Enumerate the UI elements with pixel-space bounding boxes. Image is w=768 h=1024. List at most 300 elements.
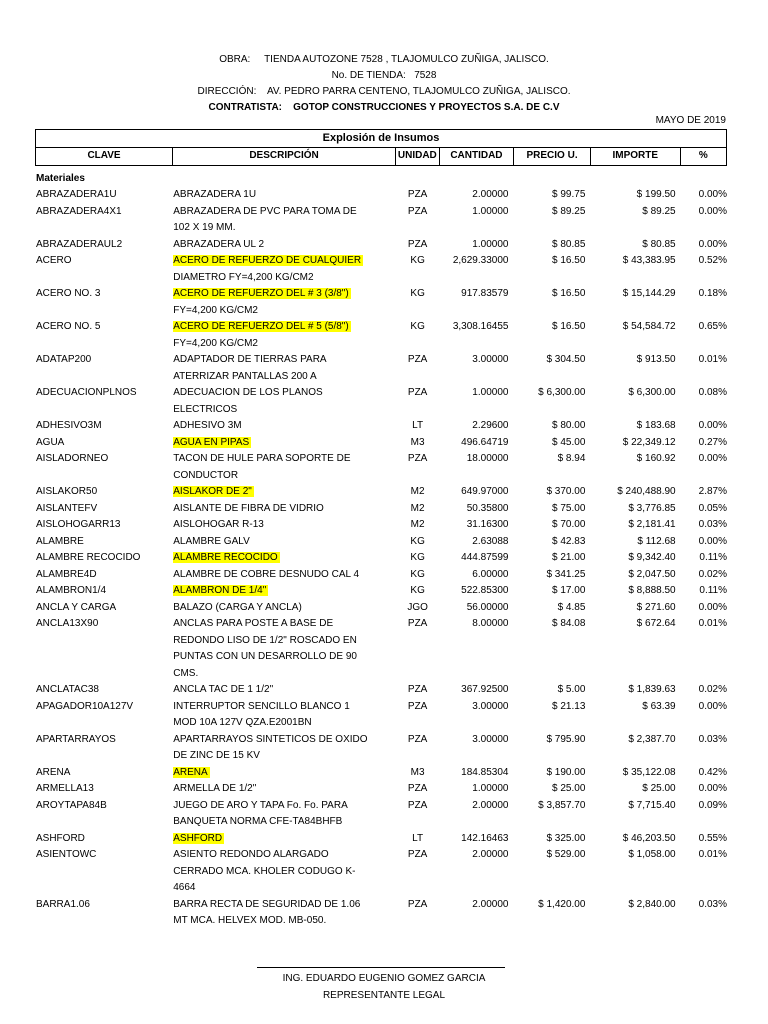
descripcion-text: CONDUCTOR (173, 469, 239, 481)
table-body (35, 171, 727, 930)
table-row (35, 385, 727, 418)
cell-clave: AISLOHOGARR13 (36, 519, 121, 530)
descripcion-line (173, 765, 390, 782)
table-row (35, 534, 727, 551)
cell-clave: AROYTAPA84B (36, 799, 107, 811)
cell-unidad: PZA (407, 733, 428, 745)
direccion-value: AV. PEDRO PARRA CENTENO, TLAJOMULCO ZUÑIGA, JALISCO. (266, 86, 571, 97)
cell-porcentaje: 0.03% (698, 733, 728, 745)
cell-descripcion (172, 550, 396, 567)
cell-porcentaje: 0.05% (698, 502, 728, 514)
cell-descripcion (172, 798, 396, 831)
cell-unidad: PZA (407, 700, 428, 712)
descripcion-text: BARRA RECTA DE SEGURIDAD DE 1.06 (173, 898, 361, 910)
cell-importe: $ 46,203.50 (622, 832, 676, 844)
cell-precio: $ 5.00 (557, 684, 586, 695)
descripcion-line (173, 748, 390, 765)
descripcion-line (173, 913, 390, 930)
descripcion-line (173, 715, 390, 732)
table-row (35, 253, 727, 286)
cell-porcentaje: 0.08% (698, 387, 728, 398)
cell-descripcion (172, 616, 396, 682)
cell-porcentaje: 0.27% (698, 436, 728, 448)
tienda-value: 7528 (414, 70, 437, 81)
cell-precio: $ 16.50 (552, 321, 586, 332)
cell-porcentaje: 0.09% (698, 799, 728, 811)
descripcion-text: ELECTRICOS (173, 403, 238, 415)
cell-importe: $ 2,181.41 (628, 519, 676, 530)
cell-porcentaje: 0.42% (698, 766, 728, 778)
descripcion-line (173, 220, 390, 237)
cell-descripcion (172, 204, 396, 237)
descripcion-text: 102 X 19 MM. (173, 222, 236, 233)
cell-porcentaje: 0.00% (698, 453, 728, 464)
cell-descripcion (172, 385, 396, 418)
descripcion-text: REDONDO LISO DE 1/2" ROSCADO EN (173, 634, 357, 646)
descripcion-line (173, 550, 390, 567)
descripcion-line (173, 187, 390, 204)
cell-precio: $ 45.00 (552, 436, 586, 448)
cell-precio: $ 16.50 (552, 255, 586, 266)
descripcion-text: BANQUETA NORMA CFE-TA84BHFB (173, 816, 343, 827)
cell-descripcion (172, 682, 396, 699)
cell-cantidad: 184.85304 (461, 766, 509, 778)
cell-clave: APAGADOR10A127V (36, 700, 134, 712)
table-row (35, 699, 727, 732)
descripcion-text: ACERO DE REFUERZO DE CUALQUIER (173, 255, 362, 266)
cell-cantidad: 3.00000 (472, 733, 509, 745)
descripcion-line (173, 831, 390, 848)
cell-unidad: PZA (407, 238, 428, 250)
cell-cantidad: 917.83579 (461, 288, 509, 299)
cell-precio: $ 3,857.70 (538, 799, 586, 811)
descripcion-text: ADHESIVO 3M (173, 420, 242, 431)
cell-clave: ADECUACIONPLNOS (36, 387, 137, 398)
cell-cantidad: 50.35800 (466, 502, 509, 514)
cell-importe: $ 240,488.90 (617, 486, 676, 497)
descripcion-line (173, 286, 390, 303)
cell-cantidad: 522.85300 (461, 585, 509, 596)
cell-porcentaje: 0.00% (698, 238, 728, 250)
cell-unidad: M2 (410, 486, 425, 497)
descripcion-text: ABRAZADERA DE PVC PARA TOMA DE (173, 205, 357, 217)
cell-precio: $ 70.00 (552, 519, 586, 530)
cell-importe: $ 80.85 (642, 238, 676, 250)
table-row (35, 435, 727, 452)
cell-precio: $ 529.00 (546, 849, 586, 860)
descripcion-line (173, 583, 390, 600)
direccion-line (0, 84, 768, 100)
section-title: Materiales (36, 173, 85, 184)
descripcion-text: INTERRUPTOR SENCILLO BLANCO 1 (173, 700, 350, 712)
cell-clave: ASHFORD (36, 832, 85, 844)
table-row (35, 765, 727, 782)
cell-descripcion (172, 319, 396, 352)
cell-descripcion (172, 600, 396, 617)
direccion-label: DIRECCIÓN: (197, 86, 257, 97)
cell-porcentaje: 0.00% (698, 535, 728, 547)
cell-clave: ACERO NO. 5 (36, 321, 101, 332)
cell-unidad: PZA (407, 387, 428, 398)
cell-porcentaje: 0.00% (698, 205, 728, 217)
cell-cantidad: 1.00000 (472, 238, 509, 250)
cell-unidad: KG (410, 535, 425, 547)
cell-descripcion (172, 534, 396, 551)
cell-precio: $ 1,420.00 (538, 898, 586, 910)
table-row (35, 451, 727, 484)
cell-clave: AISLANTEFV (36, 502, 98, 514)
table-row (35, 847, 727, 897)
descripcion-text: FY=4,200 KG/CM2 (173, 337, 258, 349)
descripcion-line (173, 352, 390, 369)
descripcion-text: AGUA EN PIPAS (173, 436, 250, 448)
cell-precio: $ 304.50 (546, 354, 586, 365)
cell-precio: $ 190.00 (546, 766, 586, 778)
cell-porcentaje: 0.65% (698, 321, 728, 332)
cell-porcentaje: 0.11% (699, 552, 728, 563)
descripcion-line (173, 501, 390, 518)
cell-importe: $ 25.00 (642, 783, 676, 794)
cell-cantidad: 142.16463 (461, 832, 509, 844)
table-row (35, 567, 727, 584)
cell-importe: $ 8,888.50 (628, 585, 676, 596)
descripcion-line (173, 484, 390, 501)
table-row (35, 583, 727, 600)
cell-precio: $ 42.83 (552, 535, 586, 547)
descripcion-line (173, 633, 390, 650)
obra-value: TIENDA AUTOZONE 7528 , TLAJOMULCO ZUÑIGA, JALISCO. (264, 54, 549, 65)
descripcion-line (173, 781, 390, 798)
descripcion-line (173, 567, 390, 584)
cell-cantidad: 6.00000 (472, 568, 509, 580)
descripcion-line (173, 435, 390, 452)
descripcion-text: MOD 10A 127V QZA.E2001BN (173, 717, 312, 728)
cell-unidad: KG (410, 568, 425, 580)
cell-cantidad: 1.00000 (472, 205, 509, 217)
obra-line (0, 52, 768, 68)
cell-unidad: LT (412, 832, 424, 844)
cell-cantidad: 2.00000 (472, 898, 509, 910)
cell-descripcion (172, 781, 396, 798)
cell-descripcion (172, 699, 396, 732)
cell-clave: ABRAZADERA4X1 (36, 205, 122, 217)
column-headers (35, 147, 727, 166)
descripcion-text: JUEGO DE ARO Y TAPA Fo. Fo. PARA (173, 799, 348, 811)
cell-precio: $ 370.00 (546, 486, 586, 497)
cell-cantidad: 649.97000 (461, 486, 509, 497)
cell-cantidad: 31.16300 (466, 519, 509, 530)
cell-descripcion (172, 435, 396, 452)
cell-porcentaje: 0.00% (698, 601, 728, 613)
cell-descripcion (172, 765, 396, 782)
tienda-label: No. DE TIENDA: (331, 70, 406, 81)
signatory-name: ING. EDUARDO EUGENIO GOMEZ GARCIA (282, 973, 486, 984)
cell-importe: $ 112.68 (637, 535, 676, 547)
cell-clave: ASIENTOWC (36, 849, 97, 860)
table-row (35, 352, 727, 385)
cell-cantidad: 2.00000 (472, 849, 509, 860)
table-row (35, 286, 727, 319)
cell-cantidad: 3.00000 (472, 700, 509, 712)
cell-porcentaje: 2.87% (698, 486, 728, 497)
column-header-clave: CLAVE (36, 148, 173, 165)
descripcion-text: ACERO DE REFUERZO DEL # 3 (3/8") (173, 288, 349, 299)
cell-cantidad: 444.87599 (461, 552, 509, 563)
cell-cantidad: 2,629.33000 (452, 255, 509, 266)
table-title: Explosión de Insumos (35, 129, 727, 147)
descripcion-text: ATERRIZAR PANTALLAS 200 A (173, 370, 317, 382)
cell-importe: $ 2,047.50 (628, 568, 676, 580)
cell-descripcion (172, 567, 396, 584)
table-row (35, 682, 727, 699)
descripcion-line (173, 237, 390, 254)
cell-porcentaje: 0.01% (698, 618, 728, 629)
cell-precio: $ 75.00 (552, 502, 586, 514)
cell-porcentaje: 0.00% (698, 700, 728, 712)
cell-importe: $ 54,584.72 (622, 321, 676, 332)
descripcion-text: ASIENTO REDONDO ALARGADO (173, 849, 329, 860)
descripcion-text: ADAPTADOR DE TIERRAS PARA (173, 354, 327, 365)
cell-unidad: PZA (407, 898, 428, 910)
descripcion-text: APARTARRAYOS SINTETICOS DE OXIDO (173, 733, 368, 745)
contratista-line (0, 100, 768, 116)
table-row (35, 798, 727, 831)
cell-importe: $ 9,342.40 (628, 552, 676, 563)
cell-unidad: KG (410, 255, 425, 266)
cell-precio: $ 80.85 (552, 238, 586, 250)
descripcion-text: FY=4,200 KG/CM2 (173, 304, 258, 316)
cell-unidad: PZA (407, 849, 428, 860)
cell-clave: ANCLATAC38 (36, 684, 99, 695)
cell-clave: ABRAZADERAUL2 (36, 238, 123, 250)
cell-unidad: PZA (407, 205, 428, 217)
descripcion-text: DIAMETRO FY=4,200 KG/CM2 (173, 271, 314, 283)
cell-importe: $ 7,715.40 (628, 799, 676, 811)
descripcion-line (173, 369, 390, 386)
cell-precio: $ 341.25 (546, 568, 586, 580)
cell-precio: $ 99.75 (552, 189, 586, 200)
cell-descripcion (172, 517, 396, 534)
tienda-line (0, 68, 768, 84)
cell-cantidad: 8.00000 (472, 618, 509, 629)
cell-clave: ABRAZADERA1U (36, 189, 117, 200)
cell-clave: ARENA (36, 766, 71, 778)
cell-unidad: KG (410, 288, 425, 299)
descripcion-text: ABRAZADERA 1U (173, 189, 257, 200)
cell-importe: $ 1,839.63 (628, 684, 676, 695)
cell-cantidad: 1.00000 (472, 783, 509, 794)
column-header-unidad: UNIDAD (396, 148, 440, 165)
descripcion-text: ALAMBRE RECOCIDO (173, 552, 278, 563)
cell-precio: $ 16.50 (552, 288, 586, 299)
table-row (35, 187, 727, 204)
cell-clave: ALAMBRON1/4 (36, 585, 107, 596)
descripcion-line (173, 699, 390, 716)
descripcion-line (173, 319, 390, 336)
descripcion-text: ALAMBRE DE COBRE DESNUDO CAL 4 (173, 568, 360, 580)
cell-clave: AGUA (36, 436, 65, 448)
cell-cantidad: 2.00000 (472, 799, 509, 811)
column-header-precio: PRECIO U. (514, 148, 591, 165)
cell-clave: APARTARRAYOS (36, 733, 116, 745)
cell-cantidad: 2.63088 (472, 535, 509, 547)
cell-precio: $ 17.00 (552, 585, 586, 596)
cell-clave: ADHESIVO3M (36, 420, 102, 431)
cell-descripcion (172, 732, 396, 765)
cell-porcentaje: 0.52% (698, 255, 728, 266)
descripcion-text: ASHFORD (173, 832, 223, 844)
cell-unidad: PZA (407, 684, 428, 695)
descripcion-text: BALAZO (CARGA Y ANCLA) (173, 601, 302, 613)
cell-descripcion (172, 583, 396, 600)
cell-clave: ALAMBRE RECOCIDO (36, 552, 141, 563)
cell-descripcion (172, 897, 396, 930)
cell-porcentaje: 0.02% (698, 684, 728, 695)
descripcion-text: ACERO DE REFUERZO DEL # 5 (5/8") (173, 321, 349, 332)
descripcion-text: DE ZINC DE 15 KV (173, 750, 260, 761)
table-row (35, 418, 727, 435)
descripcion-line (173, 253, 390, 270)
cell-precio: $ 80.00 (552, 420, 586, 431)
descripcion-line (173, 336, 390, 353)
table-row (35, 831, 727, 848)
cell-porcentaje: 0.01% (698, 354, 728, 365)
cell-descripcion (172, 187, 396, 204)
descripcion-text: ABRAZADERA UL 2 (173, 238, 265, 250)
cell-precio: $ 21.00 (552, 552, 586, 563)
report-date: MAYO DE 2019 (655, 115, 726, 126)
cell-clave: ALAMBRE (36, 535, 84, 547)
table-row (35, 319, 727, 352)
descripcion-text: ARENA (173, 766, 208, 778)
cell-unidad: PZA (407, 189, 428, 200)
table-row (35, 550, 727, 567)
cell-unidad: PZA (407, 453, 428, 464)
descripcion-text: TACON DE HULE PARA SOPORTE DE (173, 453, 351, 464)
descripcion-text: PUNTAS CON UN DESARROLLO DE 90 (173, 651, 357, 662)
cell-descripcion (172, 418, 396, 435)
cell-unidad: JGO (407, 601, 428, 613)
cell-precio: $ 84.08 (552, 618, 586, 629)
table-row (35, 501, 727, 518)
cell-unidad: PZA (407, 799, 428, 811)
descripcion-line (173, 204, 390, 221)
cell-unidad: M3 (410, 766, 425, 778)
descripcion-line (173, 864, 390, 881)
cell-unidad: PZA (407, 783, 428, 794)
table-row (35, 897, 727, 930)
table-row (35, 616, 727, 682)
descripcion-line (173, 616, 390, 633)
descripcion-line (173, 798, 390, 815)
table-row (35, 600, 727, 617)
cell-cantidad: 496.64719 (461, 436, 509, 448)
cell-porcentaje: 0.03% (698, 519, 728, 530)
cell-importe: $ 160.92 (636, 453, 676, 464)
cell-cantidad: 3,308.16455 (452, 321, 509, 332)
descripcion-line (173, 880, 390, 897)
cell-cantidad: 2.00000 (472, 189, 509, 200)
descripcion-text: MT MCA. HELVEX MOD. MB-050. (173, 915, 327, 926)
cell-importe: $ 672.64 (636, 618, 676, 629)
cell-clave: ANCLA Y CARGA (36, 601, 117, 613)
cell-clave: ADATAP200 (36, 354, 92, 365)
cell-precio: $ 89.25 (552, 205, 586, 217)
cell-cantidad: 1.00000 (472, 387, 509, 398)
descripcion-line (173, 649, 390, 666)
cell-porcentaje: 0.00% (698, 420, 728, 431)
descripcion-line (173, 385, 390, 402)
signatory-title: REPRESENTANTE LEGAL (322, 990, 446, 1001)
cell-unidad: M2 (410, 502, 425, 514)
cell-unidad: PZA (407, 618, 428, 629)
cell-cantidad: 56.00000 (466, 601, 509, 613)
cell-precio: $ 21.13 (552, 700, 586, 712)
cell-cantidad: 18.00000 (466, 453, 509, 464)
contratista-label: CONTRATISTA: (208, 102, 283, 113)
cell-precio: $ 6,300.00 (538, 387, 586, 398)
cell-porcentaje: 0.03% (698, 898, 728, 910)
cell-clave: ARMELLA13 (36, 783, 94, 794)
cell-porcentaje: 0.00% (698, 783, 728, 794)
cell-unidad: PZA (407, 354, 428, 365)
cell-importe: $ 3,776.85 (628, 502, 676, 514)
cell-importe: $ 913.50 (636, 354, 676, 365)
descripcion-line (173, 402, 390, 419)
table-row (35, 237, 727, 254)
descripcion-text: CMS. (173, 667, 199, 679)
cell-unidad: M2 (410, 519, 425, 530)
cell-clave: BARRA1.06 (36, 898, 90, 910)
cell-precio: $ 325.00 (546, 832, 586, 844)
descripcion-line (173, 732, 390, 749)
cell-cantidad: 3.00000 (472, 354, 509, 365)
cell-descripcion (172, 253, 396, 286)
cell-unidad: M3 (410, 436, 425, 448)
cell-importe: $ 183.68 (636, 420, 676, 431)
cell-descripcion (172, 847, 396, 897)
cell-precio: $ 8.94 (557, 453, 586, 464)
descripcion-text: ANCLA TAC DE 1 1/2" (173, 684, 274, 695)
descripcion-text: CERRADO MCA. KHOLER CODUGO K- (173, 865, 356, 877)
cell-cantidad: 2.29600 (472, 420, 509, 431)
cell-importe: $ 63.39 (642, 700, 676, 712)
cell-precio: $ 795.90 (546, 733, 586, 745)
cell-unidad: LT (412, 420, 424, 431)
cell-importe: $ 2,387.70 (628, 733, 676, 745)
cell-clave: AISLADORNEO (36, 453, 109, 464)
cell-porcentaje: 0.02% (698, 568, 728, 580)
cell-importe: $ 35,122.08 (622, 766, 676, 778)
table-row (35, 781, 727, 798)
table-row (35, 204, 727, 237)
descripcion-line (173, 600, 390, 617)
contratista-value: GOTOP CONSTRUCCIONES Y PROYECTOS S.A. DE C.V (293, 102, 560, 113)
cell-importe: $ 1,058.00 (628, 849, 676, 860)
descripcion-line (173, 814, 390, 831)
descripcion-text: ARMELLA DE 1/2" (173, 783, 257, 794)
cell-porcentaje: 0.00% (698, 189, 728, 200)
table-row (35, 517, 727, 534)
cell-importe: $ 22,349.12 (622, 436, 676, 448)
table-row (35, 732, 727, 765)
descripcion-text: AISLANTE DE FIBRA DE VIDRIO (173, 502, 324, 514)
cell-descripcion (172, 501, 396, 518)
cell-descripcion (172, 352, 396, 385)
cell-clave: AISLAKOR50 (36, 486, 98, 497)
descripcion-line (173, 451, 390, 468)
cell-clave: ACERO NO. 3 (36, 288, 101, 299)
